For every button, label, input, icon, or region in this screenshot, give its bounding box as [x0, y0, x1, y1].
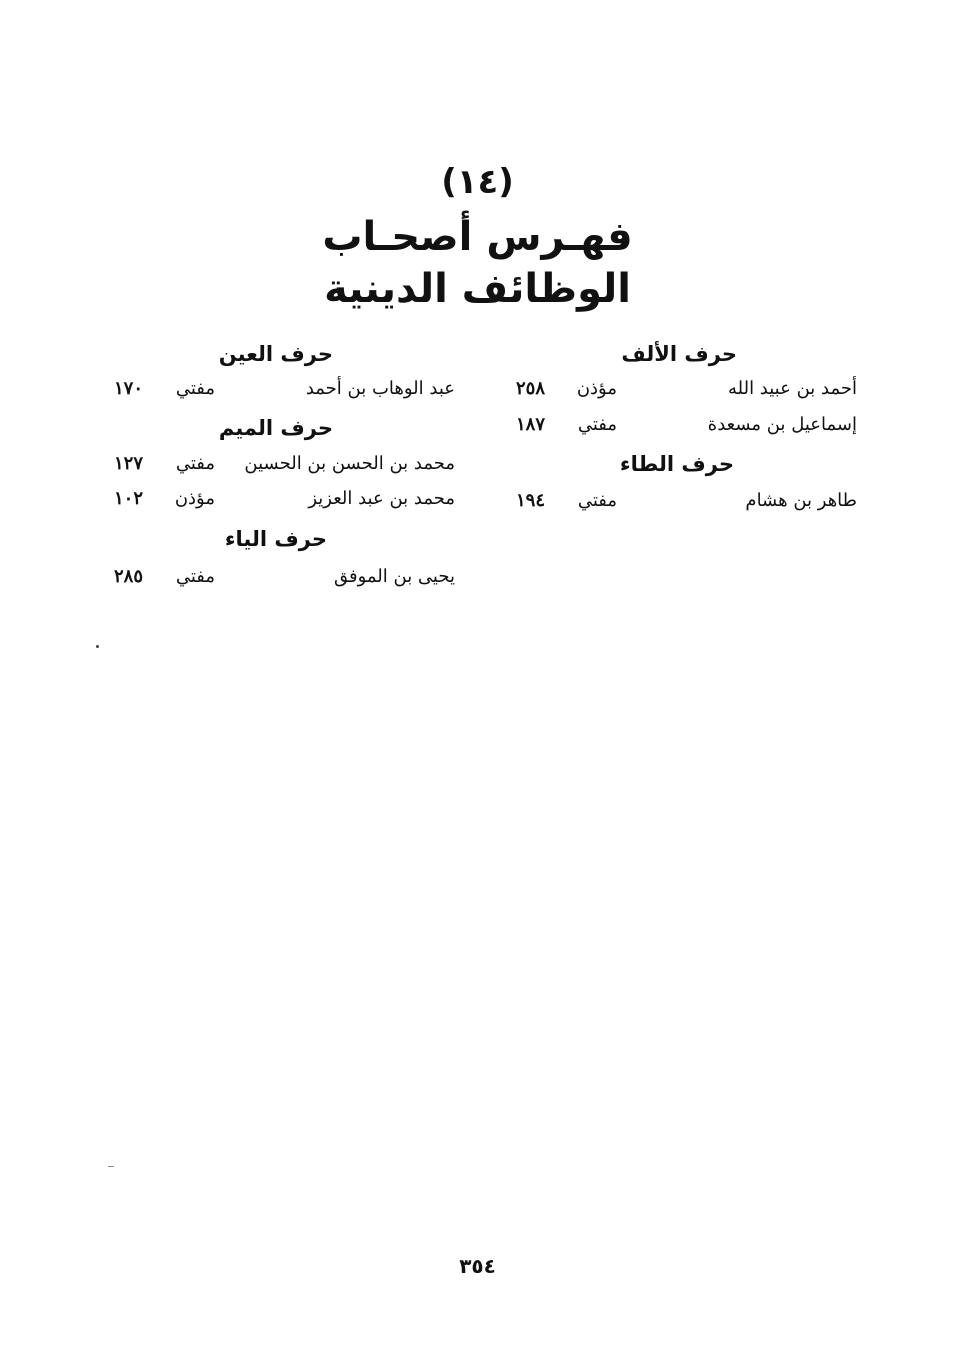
- entry-role: مفتي: [175, 453, 215, 474]
- entry-page: ١٢٧: [113, 453, 143, 474]
- section-heading-taa: حرف الطاء: [619, 452, 734, 476]
- entry-name: محمد بن الحسن بن الحسين: [244, 453, 455, 474]
- page-number: ٣٥٤: [459, 1254, 496, 1278]
- entry-role: مؤذن: [174, 488, 215, 509]
- entry-name: محمد بن عبد العزيز: [308, 488, 455, 509]
- index-number: (١٤): [441, 162, 514, 202]
- entry-role: مفتي: [577, 490, 617, 511]
- scan-speck: [108, 1166, 114, 1167]
- entry-role: مفتي: [175, 566, 215, 587]
- index-entry: [95, 484, 455, 514]
- entry-page: ١٨٧: [515, 414, 545, 435]
- entry-page: ١٩٤: [515, 490, 545, 511]
- index-title-line-2: الوظائف الدينية: [324, 266, 631, 312]
- entry-role: مؤذن: [576, 378, 617, 399]
- index-entry: [497, 486, 857, 516]
- entry-page: ٢٨٥: [113, 566, 143, 587]
- index-title-line-1: فهـرس أصحـاب: [322, 214, 633, 260]
- section-heading-meem: حرف الميم: [218, 416, 333, 440]
- entry-name: إسماعيل بن مسعدة: [707, 414, 857, 435]
- index-entry: [497, 410, 857, 440]
- index-entry: [95, 449, 455, 479]
- entry-role: مفتي: [175, 378, 215, 399]
- index-entry: [497, 374, 857, 404]
- section-heading-alif: حرف الألف: [621, 342, 737, 366]
- entry-page: ١٧٠: [113, 378, 143, 399]
- section-heading-ain: حرف العين: [218, 342, 333, 366]
- index-entry: [95, 562, 455, 592]
- index-entry: [95, 374, 455, 404]
- entry-role: مفتي: [577, 414, 617, 435]
- entry-page: ١٠٢: [113, 488, 143, 509]
- entry-name: عبد الوهاب بن أحمد: [305, 378, 455, 399]
- entry-name: يحيى بن الموفق: [333, 566, 455, 587]
- entry-name: أحمد بن عبيد الله: [727, 378, 857, 399]
- section-heading-yaa: حرف الياء: [224, 527, 327, 551]
- scan-speck: [96, 645, 99, 648]
- entry-name: طاهر بن هشام: [745, 490, 857, 511]
- entry-page: ٢٥٨: [515, 378, 545, 399]
